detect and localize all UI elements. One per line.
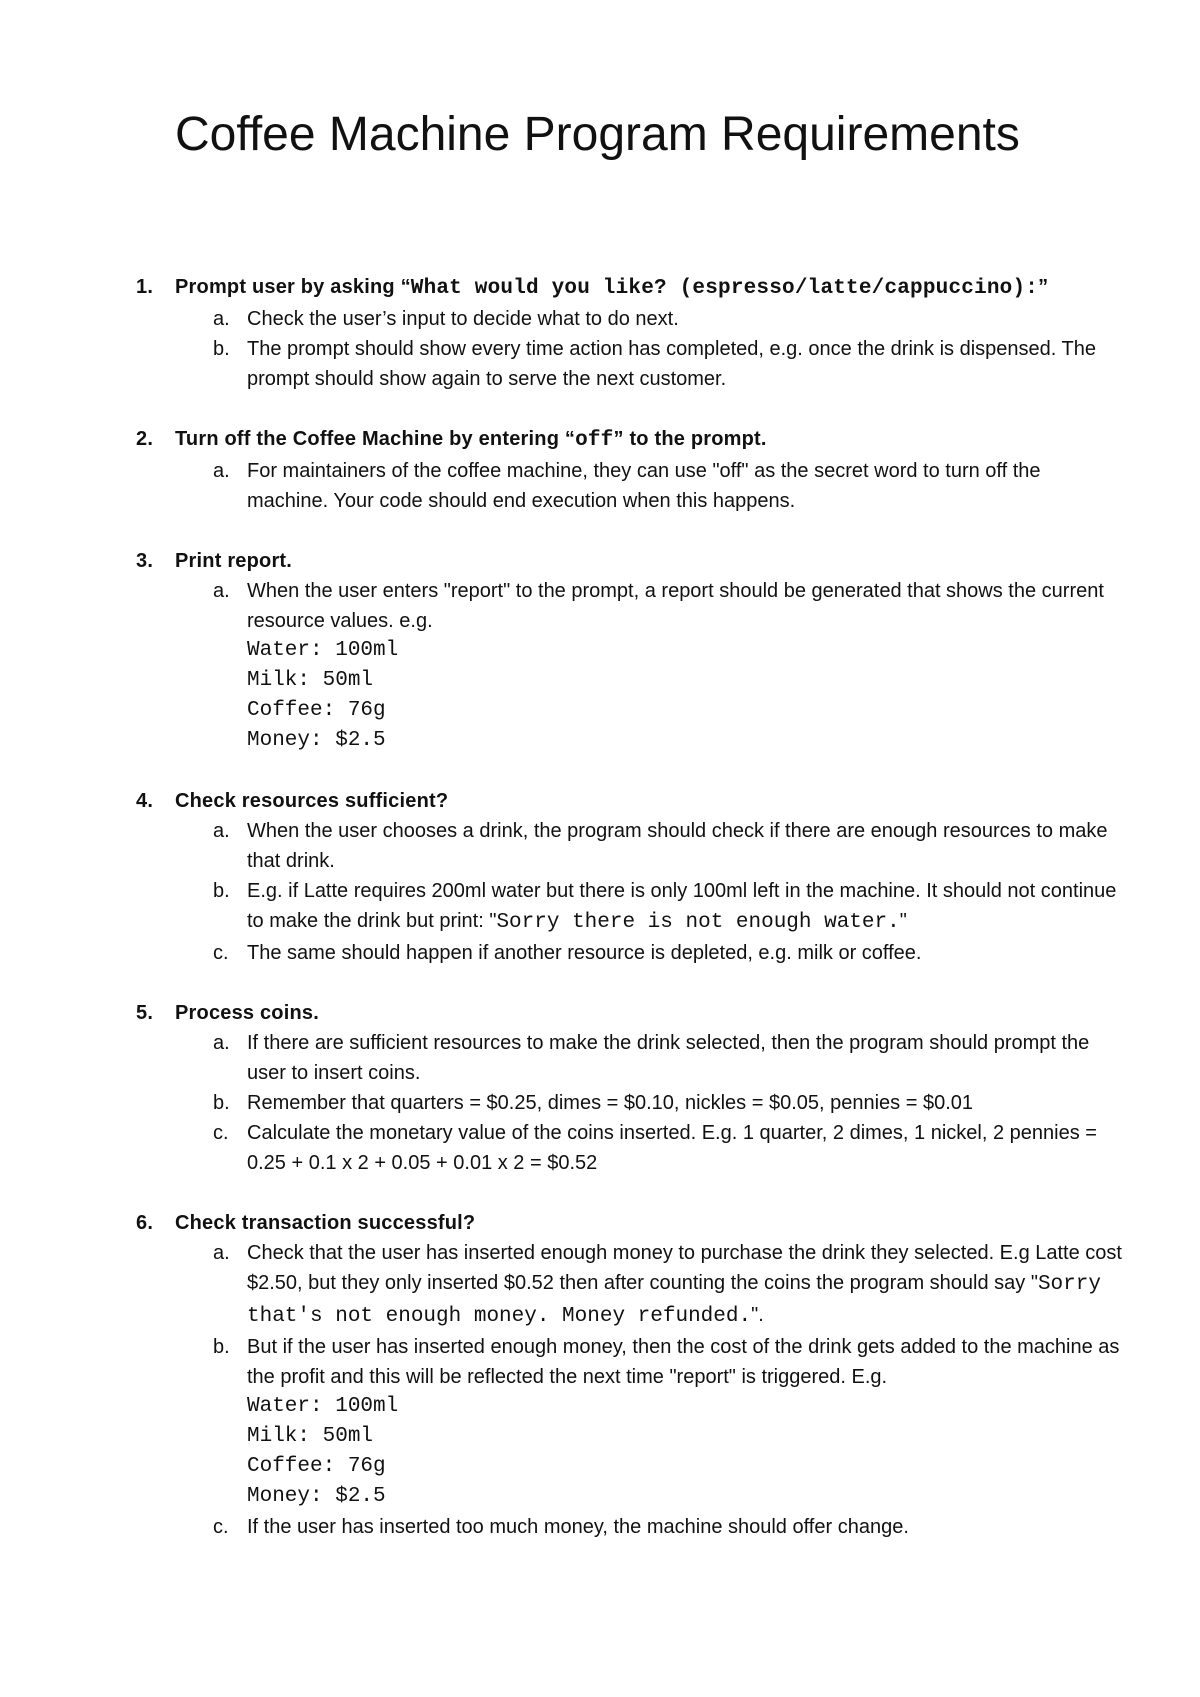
sub-item-letter: c. [213, 1516, 229, 1538]
sub-item [0, 456, 1127, 516]
sub-item [0, 1028, 1127, 1088]
heading-text-suffix: ” to the prompt. [613, 428, 767, 450]
sub-item-text-after: " [899, 910, 907, 932]
inline-code: Sorry that's not enough money. Money refunded. [247, 1273, 1101, 1328]
requirement-number: 1. [136, 276, 154, 298]
heading-text: Check transaction successful? [175, 1212, 476, 1234]
sub-item-text: But if the user has inserted enough money, then the cost of the drink gets added to the machine as the profit and this will be reflected the next time "report" is triggered. E.g. [247, 1336, 1120, 1388]
sub-item-letter: a. [213, 308, 230, 330]
sub-item [0, 304, 1127, 334]
report-line: Money: $2.5 [247, 729, 386, 752]
requirement-number: 6. [136, 1212, 154, 1234]
heading-code: What would you like? (espresso/latte/cappuccino): [410, 277, 1039, 300]
sub-item-text: For maintainers of the coffee machine, they can use "off" as the secret word to turn off the machine. Your code should end execution when this happens. [247, 460, 1041, 512]
heading-text: Check resources sufficient? [175, 790, 449, 812]
sub-item [0, 334, 1127, 394]
requirements-list [0, 272, 1200, 1572]
sub-item-text: Remember that quarters = $0.25, dimes = $0.10, nickles = $0.05, pennies = $0.01 [247, 1092, 974, 1114]
sub-item-text: If the user has inserted too much money, the machine should offer change. [247, 1516, 909, 1538]
heading-text: Turn off the Coffee Machine by entering “ [175, 428, 576, 450]
sub-item-text: The prompt should show every time action has completed, e.g. once the drink is dispensed. The prompt should show again to serve the next customer. [247, 338, 1096, 390]
sub-item-text: Calculate the monetary value of the coins inserted. E.g. 1 quarter, 2 dimes, 1 nickel, 2 pennies = 0.25 + 0.1 x 2 + 0.05 + 0.01 x 2 = $0.52 [247, 1122, 1097, 1174]
sub-item-text: Check the user’s input to decide what to do next. [247, 308, 679, 330]
requirement-1 [0, 272, 1200, 394]
heading-text-suffix: ” [1038, 276, 1049, 298]
sub-item-letter: b. [213, 880, 230, 902]
heading-code: off [575, 429, 614, 452]
report-line: Water: 100ml [247, 639, 399, 662]
heading-text: Print report. [175, 550, 293, 572]
sub-item-text: When the user enters "report" to the prompt, a report should be generated that shows the current resource values. e.g. [247, 580, 1104, 632]
sub-item-letter: b. [213, 338, 230, 360]
sub-item-letter: a. [213, 820, 230, 842]
requirement-heading [0, 424, 1200, 456]
requirement-4 [0, 786, 1200, 968]
requirement-6 [0, 1208, 1200, 1542]
report-line: Coffee: 76g [247, 699, 386, 722]
requirement-3 [0, 546, 1200, 756]
report-line: Coffee: 76g [247, 1455, 386, 1478]
requirement-heading [0, 1208, 1200, 1238]
requirement-number: 4. [136, 790, 154, 812]
requirement-5 [0, 998, 1200, 1178]
sub-item-letter: a. [213, 1032, 230, 1054]
heading-text: Process coins. [175, 1002, 319, 1024]
sub-item-letter: a. [213, 1242, 230, 1264]
sub-item-text: The same should happen if another resource is depleted, e.g. milk or coffee. [247, 942, 922, 964]
sub-item-text-after: ". [751, 1304, 764, 1326]
sub-item-letter: c. [213, 1122, 229, 1144]
sub-item-letter: c. [213, 942, 229, 964]
heading-text: Prompt user by asking “ [175, 276, 411, 298]
sub-item-letter: b. [213, 1092, 230, 1114]
sub-item [0, 938, 1127, 968]
sub-item-letter: b. [213, 1336, 230, 1358]
sub-item [0, 1118, 1127, 1178]
requirement-heading [0, 546, 1200, 576]
page-title: Coffee Machine Program Requirements [175, 108, 1020, 161]
requirement-number: 3. [136, 550, 154, 572]
sub-item [0, 816, 1127, 876]
sub-item-text: When the user chooses a drink, the program should check if there are enough resources to make that drink. [247, 820, 1108, 872]
requirement-heading [0, 272, 1200, 304]
inline-code: Sorry there is not enough water. [496, 911, 900, 934]
sub-item [0, 1332, 1127, 1512]
requirement-2 [0, 424, 1200, 516]
sub-item-text: Check that the user has inserted enough money to purchase the drink they selected. E.g Latte cost $2.50, but they only inserted $0.52 then after counting the coins the program should say " [247, 1242, 1122, 1294]
sub-item-text: If there are sufficient resources to make the drink selected, then the program should prompt the user to insert coins. [247, 1032, 1090, 1084]
sub-item [0, 576, 1127, 756]
sub-item-text: E.g. if Latte requires 200ml water but there is only 100ml left in the machine. It should not continue to make the drink but print: " [247, 880, 1117, 932]
sub-item [0, 876, 1127, 938]
sub-item [0, 1512, 1127, 1542]
report-line: Money: $2.5 [247, 1485, 386, 1508]
sub-item-letter: a. [213, 580, 230, 602]
requirement-heading [0, 786, 1200, 816]
sub-item-letter: a. [213, 460, 230, 482]
sub-item [0, 1238, 1127, 1332]
sub-item [0, 1088, 1127, 1118]
requirement-number: 2. [136, 428, 154, 450]
report-line: Milk: 50ml [247, 669, 374, 692]
requirement-heading [0, 998, 1200, 1028]
report-line: Water: 100ml [247, 1395, 399, 1418]
requirement-number: 5. [136, 1002, 154, 1024]
report-line: Milk: 50ml [247, 1425, 374, 1448]
